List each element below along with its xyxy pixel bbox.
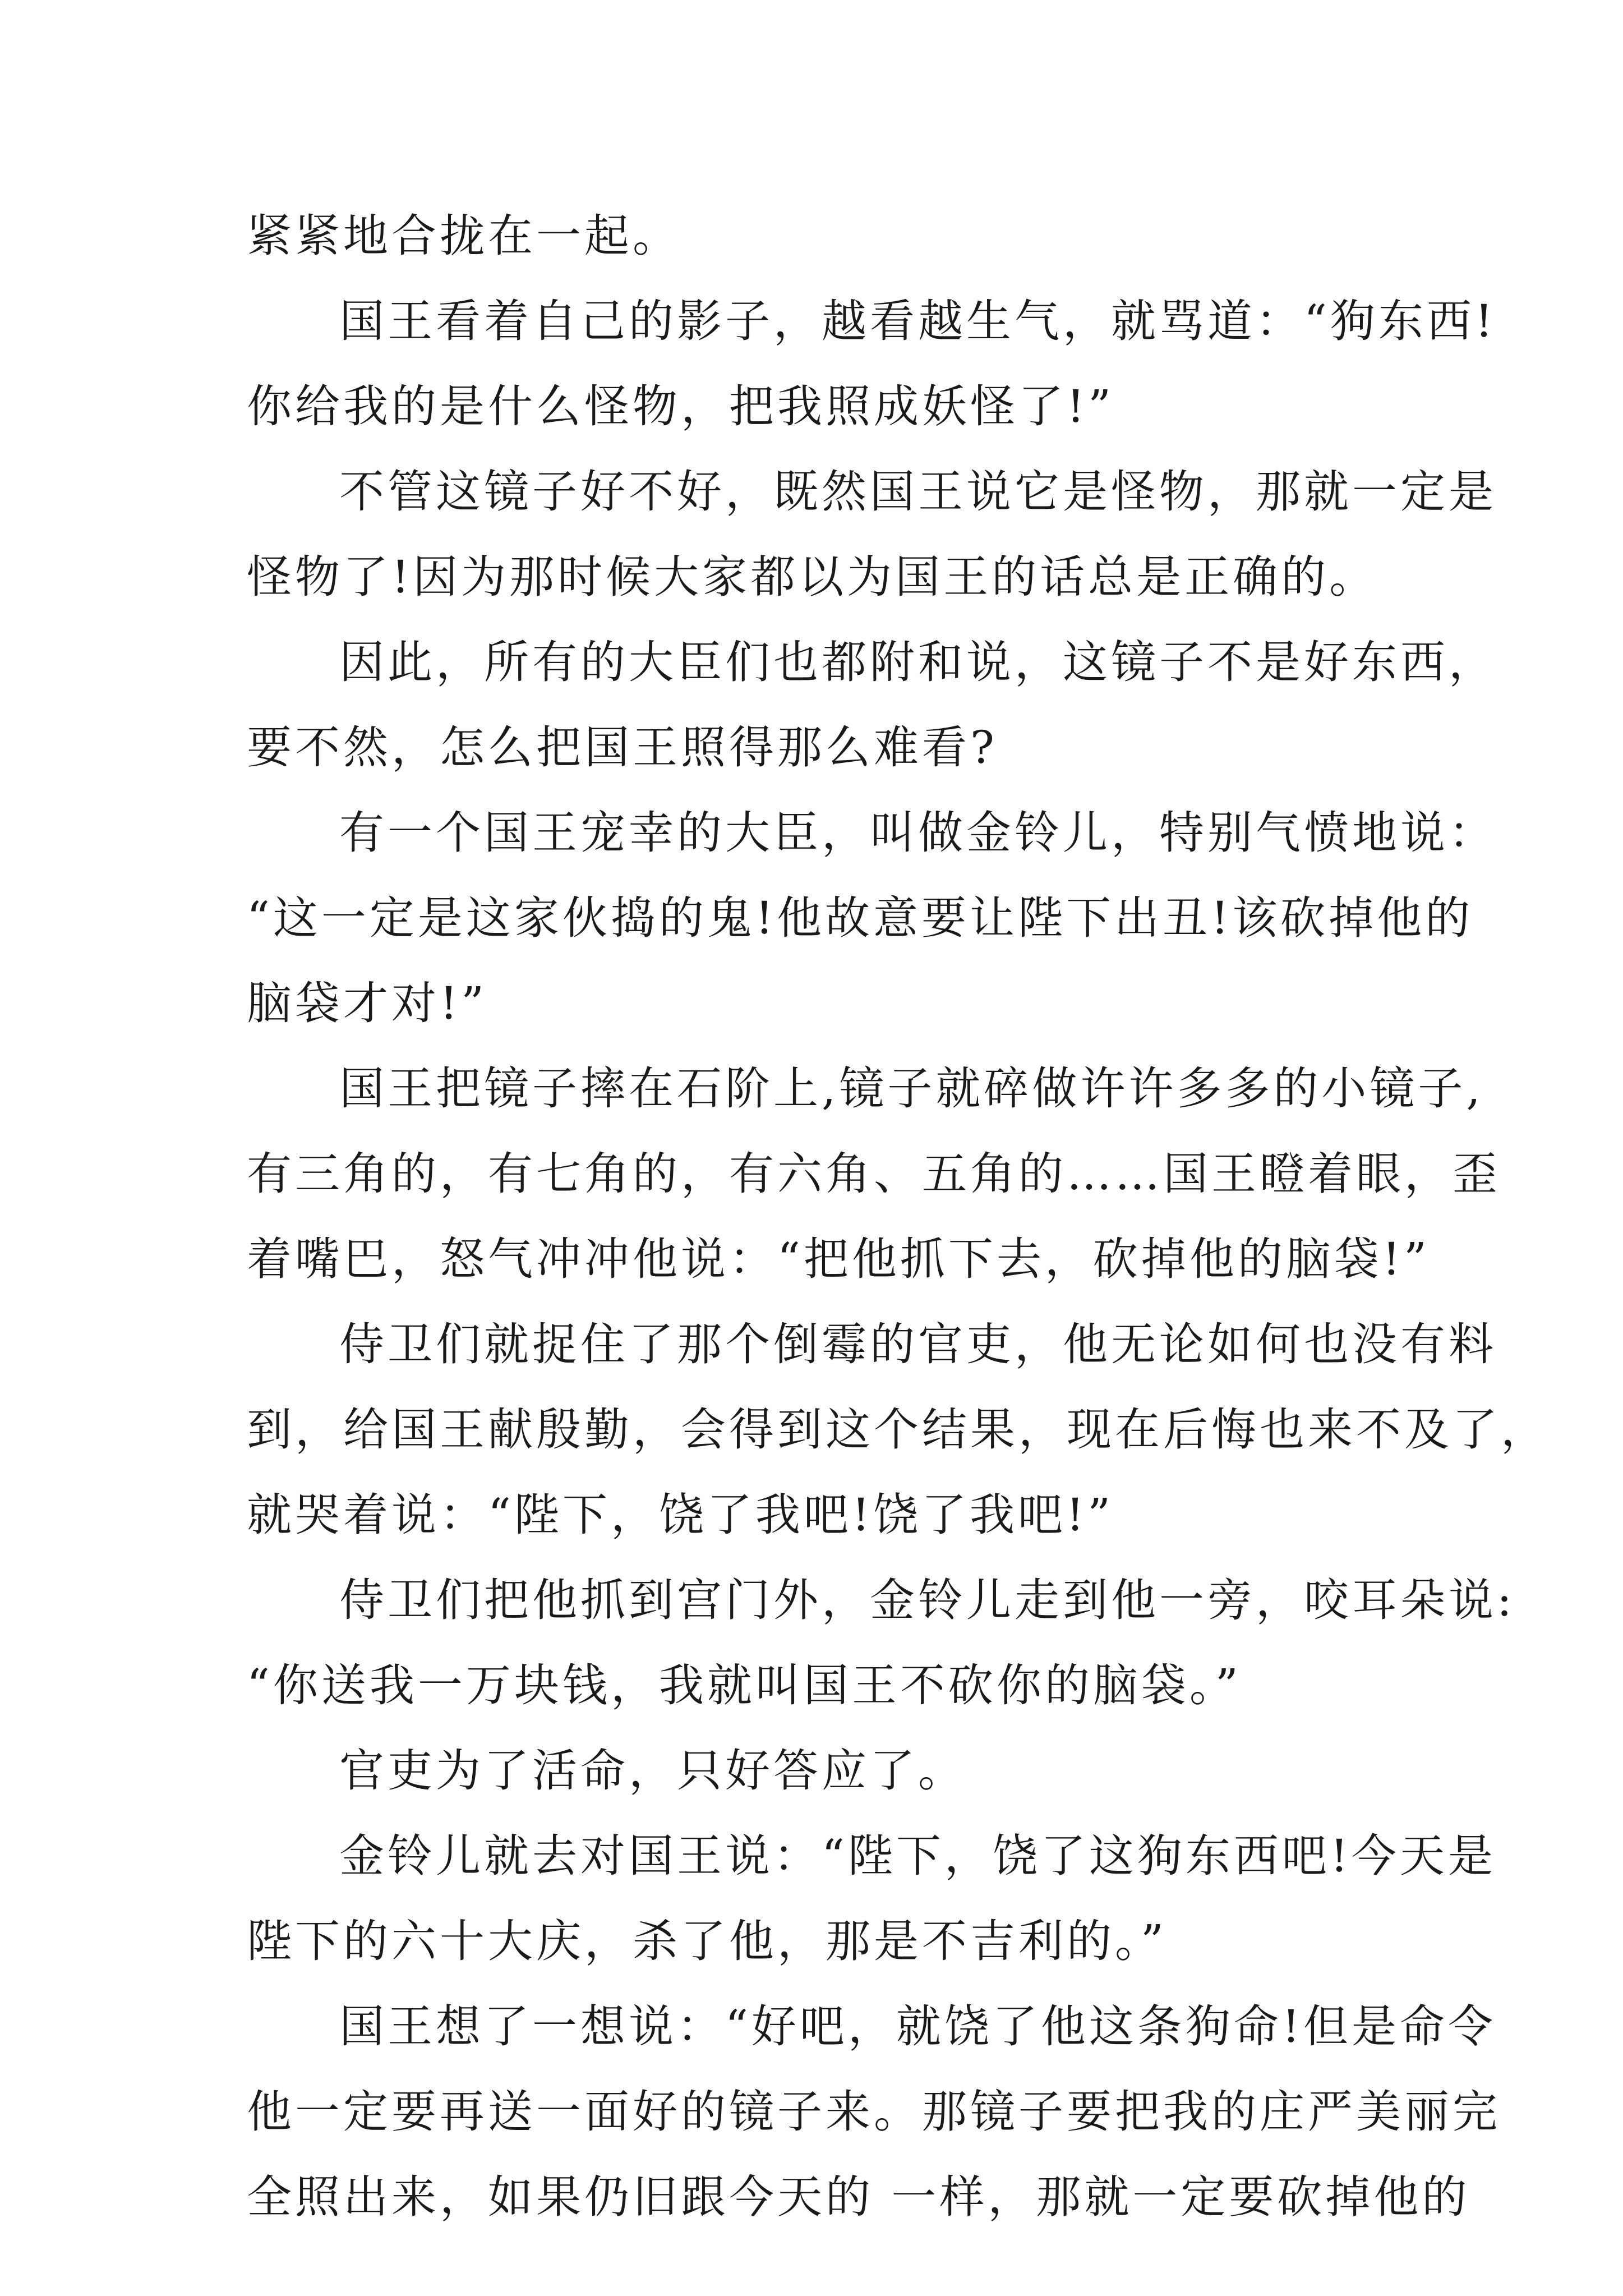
text-line: 因此，所有的大臣们也都附和说，这镜子不是好东西，: [339, 636, 1497, 688]
text-line: 不管这镜子好不好，既然国王说它是怪物，那就一定是: [339, 466, 1497, 518]
text-line: 国王看着自己的影子，越看越生气，就骂道：“狗东西!: [339, 295, 1497, 347]
text-line: “你送我一万块钱，我就叫国王不砍你的脑袋。”: [247, 1659, 1242, 1711]
text-line: 着嘴巴，怒气冲冲他说：“把他抓下去，砍掉他的脑袋!”: [247, 1233, 1430, 1285]
text-line: 要不然，怎么把国王照得那么难看?: [247, 721, 998, 774]
text-line: 他一定要再送一面好的镜子来。那镜子要把我的庄严美丽完: [247, 2086, 1501, 2138]
text-line: 国王想了一想说：“好吧，就饶了他这条狗命!但是命令: [339, 2000, 1497, 2053]
text-line: 金铃儿就去对国王说：“陛下，饶了这狗东西吧!今天是: [339, 1830, 1497, 1882]
text-line: 有三角的，有七角的，有六角、五角的……国王瞪着眼，歪: [247, 1148, 1501, 1200]
story-text: [247, 194, 1549, 2240]
text-line: 你给我的是什么怪物，把我照成妖怪了!”: [247, 380, 1115, 432]
text-line: 紧紧地合拢在一起。: [247, 210, 681, 262]
text-line: 有一个国王宠幸的大臣，叫做金铃儿，特别气愤地说：: [339, 807, 1497, 859]
text-line: “这一定是这家伙捣的鬼!他故意要让陛下出丑!该砍掉他的: [247, 892, 1474, 944]
text-line: 官吏为了活命，只好答应了。: [339, 1745, 966, 1797]
text-line: 国王把镜子摔在石阶上,镜子就碎做许许多多的小镜子,: [339, 1062, 1484, 1115]
text-line: 就哭着说：“陛下，饶了我吧!饶了我吧!”: [247, 1489, 1114, 1541]
text-line: 陛下的六十大庆，杀了他，那是不吉利的。”: [247, 1915, 1167, 1967]
text-line: 脑袋才对!”: [247, 977, 488, 1029]
text-line: 侍卫们把他抓到宫门外，金铃儿走到他一旁，咬耳朵说:: [339, 1574, 1515, 1626]
text-line: 到，给国王献殷勤，会得到这个结果，现在后悔也来不及了，: [247, 1404, 1549, 1456]
text-line: 侍卫们就捉住了那个倒霉的官吏，他无论如何也没有料: [339, 1318, 1497, 1370]
text-line: 全照出来，如果仍旧跟今天的 一样，那就一定要砍掉他的: [247, 2171, 1470, 2223]
text-line: 怪物了!因为那时候大家都以为国王的话总是正确的。: [247, 551, 1378, 603]
